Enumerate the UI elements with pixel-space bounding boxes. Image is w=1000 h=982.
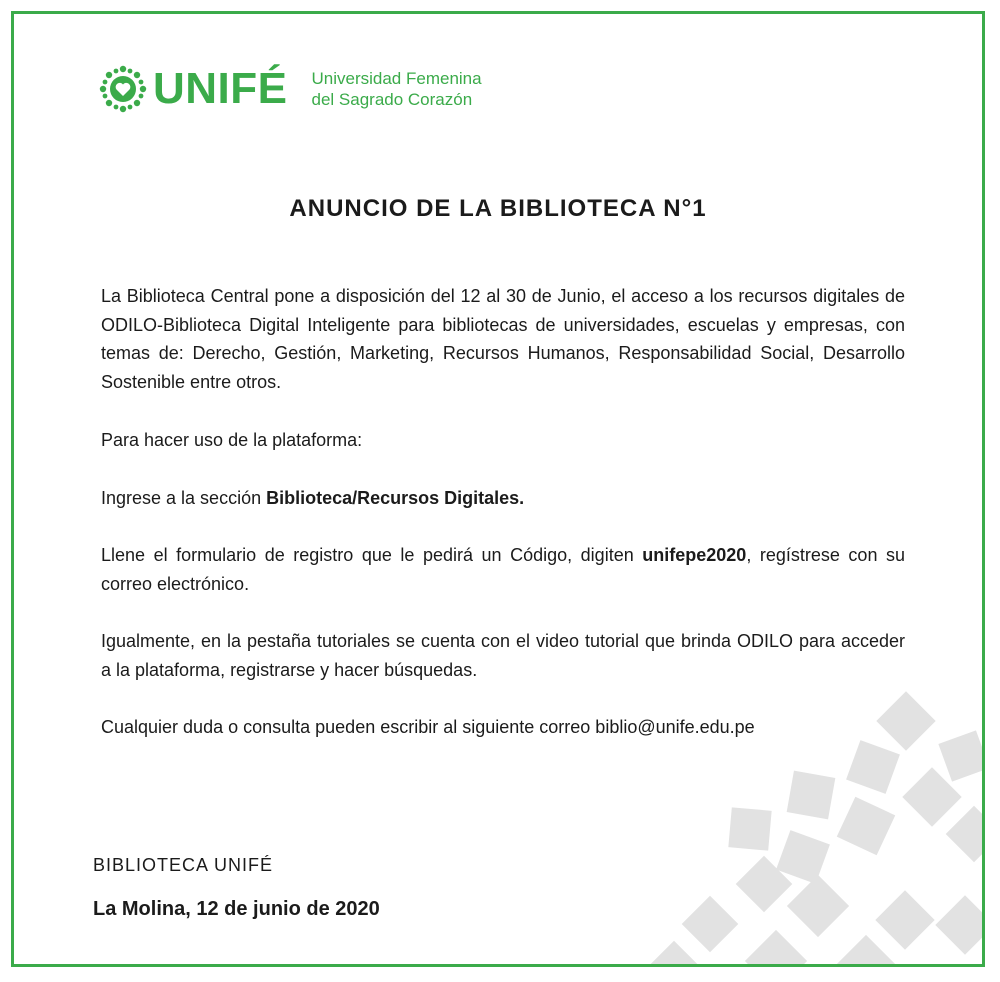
paragraph-section — [101, 484, 905, 513]
announcement-title: ANUNCIO DE LA BIBLIOTECA N°1 — [289, 195, 707, 222]
paragraph-tutorial: Igualmente, en la pestaña tutoriales se cuenta con el video tutorial que brinda ODILO para acceder a la plataforma, registrarse y hacer búsquedas. — [101, 631, 905, 680]
logo-wordmark: UNIFÉ — [153, 64, 288, 113]
paragraph-usage: Para hacer uso de la plataforma: — [101, 430, 363, 450]
university-name-line2: del Sagrado Corazón — [311, 90, 473, 109]
paragraph-contact: Cualquier duda o consulta pueden escribir al siguiente correo biblio@unife.edu.pe — [101, 717, 755, 737]
flower-heart-icon — [99, 65, 147, 113]
footer-date: La Molina, 12 de junio de 2020 — [93, 898, 380, 920]
paragraph-register — [101, 541, 905, 598]
access-code: unifepe2020 — [642, 545, 747, 565]
paragraph-section-text: Ingrese a la sección — [101, 488, 267, 508]
page-frame — [11, 11, 985, 967]
university-logo — [99, 65, 482, 113]
paragraph-register-text: Llene el formulario de registro que le pedirá un Código, digiten — [101, 545, 643, 565]
paragraph-register-suffix: , regístrese con su correo electrónico. — [101, 545, 906, 594]
section-path: Biblioteca/Recursos Digitales. — [266, 488, 525, 508]
paragraph-intro: La Biblioteca Central pone a disposición del 12 al 30 de Junio, el acceso a los recursos digitales de ODILO-Biblioteca Digital Inteligente para bibliotecas de universidades, escuelas y empresas, con temas de: Derecho, Gestión, Marketing, Recursos Humanos, Responsabilidad Social, Desarrollo Sostenible entre otros. — [101, 286, 905, 392]
university-name-line1: Universidad Femenina — [311, 69, 482, 88]
footer-organization: BIBLIOTECA UNIFÉ — [93, 855, 274, 875]
university-name — [312, 68, 482, 110]
